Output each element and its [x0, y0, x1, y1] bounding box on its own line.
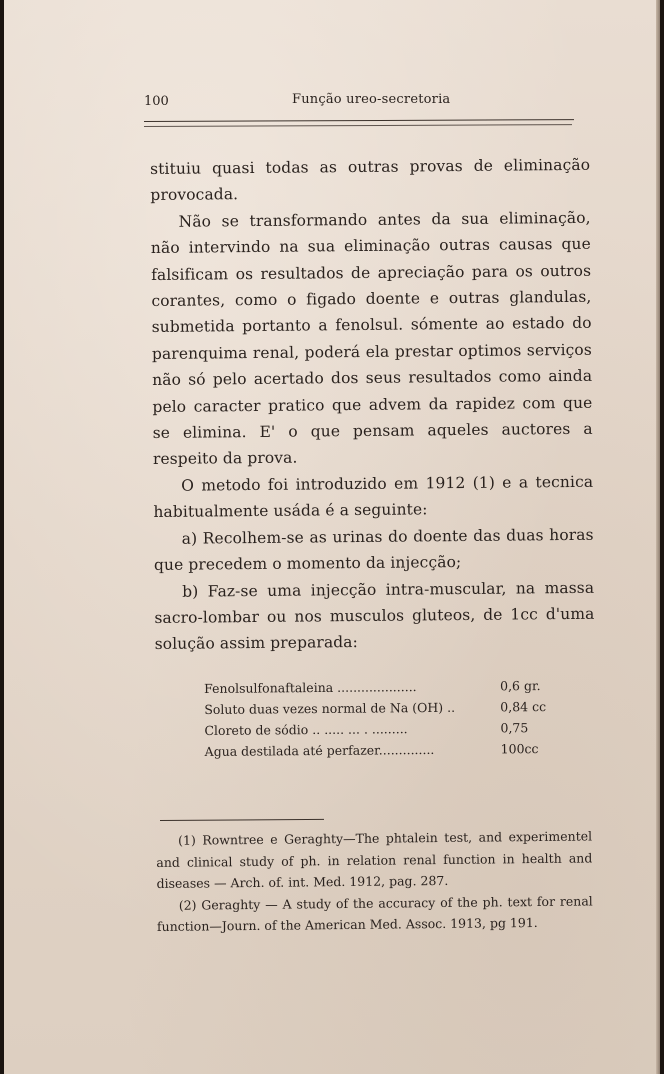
footnotes: [156, 825, 593, 937]
formula-row: [205, 738, 589, 762]
formula-ingredient: Fenolsulfonaftaleina ....................: [204, 679, 417, 696]
paragraph: O metodo foi introduzido em 1912 (1) e a tecnica habitualmente usáda é a seguinte:: [153, 472, 594, 522]
footnote-rule: [160, 819, 324, 821]
page-header: [140, 92, 580, 114]
paragraph-step-a: a) Recolhem-se as urinas do doente das duas horas que precedem o momento da injecção;: [153, 525, 594, 575]
formula-ingredient: Agua destilada até perfazer..............: [204, 741, 435, 759]
page-edge: [656, 0, 660, 1074]
footnote: (2) Geraghty — A study of the accuracy of the ph. text for renal function—Journ. of the American Med. Assoc. 1913, pg 191.: [156, 892, 593, 934]
formula-quantity: 0,6 gr.: [500, 678, 541, 694]
formula-table: [204, 675, 589, 762]
paragraph: Não se transformando antes da sua eliminação, não intervindo na sua eliminação outras causas que falsificam os resultados de apreciação para os outros corantes, como o figado doente e outras glandulas, submetida portanto a fenolsul. sómente ao estado do parenquima renal, poderá ela prestar optimos serviços não só pelo acertado dos seus resultados como ainda pelo caracter pratico que advem da rapidez com que se elimina. E' o que pensam aqueles auctores a respeito da prova.: [150, 208, 593, 469]
header-rule: [144, 119, 574, 122]
page-number: 100: [144, 94, 169, 109]
paragraph-continuation: stituiu quasi todas as outras provas de eliminação provocada.: [150, 155, 591, 205]
body-text: [150, 152, 595, 658]
formula-quantity: 0,84 cc: [500, 699, 547, 715]
formula-ingredient: Cloreto de sódio .. ..... ... . .........: [204, 721, 408, 738]
paragraph-step-b: b) Faz-se uma injecção intra-muscular, na massa sacro-lombar ou nos musculos gluteos, de 1cc d'uma solução assim preparada:: [154, 578, 595, 654]
header-rule-secondary: [144, 124, 572, 127]
running-title: Função ureo-secretoria: [292, 92, 451, 107]
formula-ingredient: Soluto duas vezes normal de Na (OH) ..: [204, 699, 456, 717]
formula-quantity: 100cc: [500, 741, 539, 757]
footnote: (1) Rowntree e Geraghty—The phtalein test, and experimentel and clinical study of ph. in relation renal function in health and diseases — Arch. of. int. Med. 1912, pag. 287.: [156, 828, 593, 891]
formula-quantity: 0,75: [500, 720, 529, 736]
book-page: [4, 0, 660, 1074]
